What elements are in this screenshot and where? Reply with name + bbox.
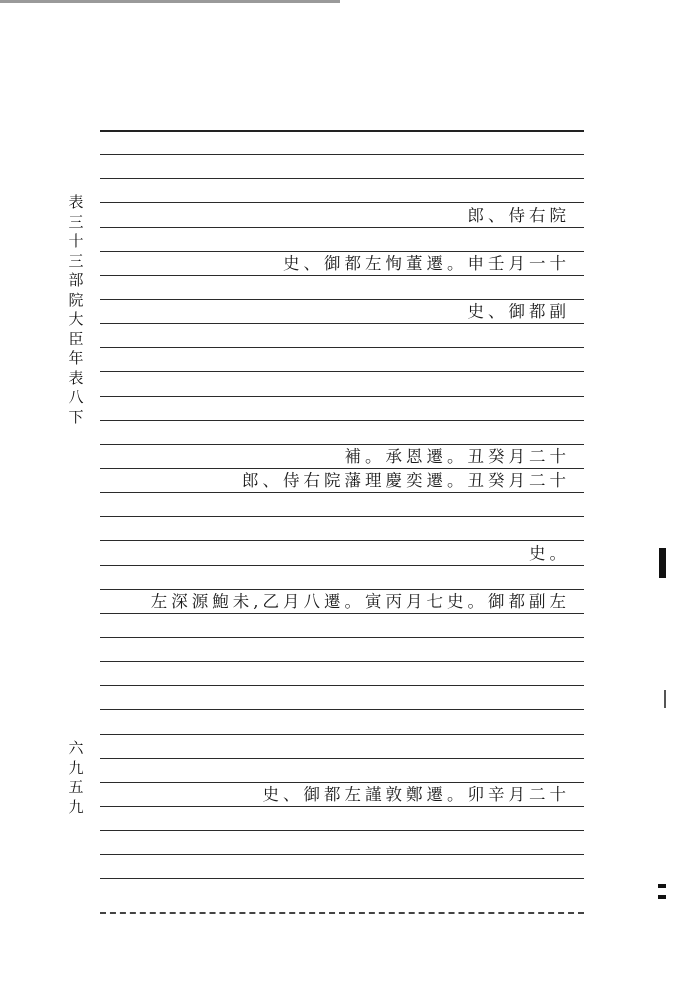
ledger-row <box>100 782 584 806</box>
ledger-row <box>100 178 584 202</box>
margin-title: 表三十三 部院大臣年表八下 <box>68 193 84 426</box>
ledger-row <box>100 492 584 516</box>
ledger-row <box>100 685 584 709</box>
ledger-row <box>100 806 584 830</box>
scan-mark <box>658 884 666 888</box>
ledger-row <box>100 661 584 685</box>
ledger-row <box>100 830 584 854</box>
ledger-row <box>100 878 584 902</box>
ledger-row <box>100 444 584 468</box>
scan-mark <box>659 548 666 578</box>
ledger-entry: 史、御都左謹敦鄭遷。卯辛月二十 <box>262 784 570 804</box>
ledger-row <box>100 589 584 613</box>
ledger-row <box>100 613 584 637</box>
ledger-row <box>100 299 584 323</box>
ledger-row <box>100 323 584 347</box>
ledger-row <box>100 758 584 782</box>
ledger-row <box>100 734 584 758</box>
ledger-entry: 左深源鮑未,乙月八遷。寅丙月七史。御都副左 <box>150 591 570 611</box>
ledger-row <box>100 275 584 299</box>
ledger-row <box>100 251 584 275</box>
ledger-table <box>100 130 584 903</box>
ledger-entry: 郎、侍右院藩理慶奕遷。丑癸月二十 <box>242 471 570 491</box>
ledger-row <box>100 371 584 395</box>
bottom-rule <box>100 912 584 914</box>
page-edge <box>0 0 340 3</box>
ledger-row <box>100 154 584 178</box>
ledger-row <box>100 130 584 154</box>
ledger-row <box>100 396 584 420</box>
ledger-row <box>100 202 584 226</box>
ledger-entry: 補。承恩遷。丑癸月二十 <box>344 446 570 466</box>
ledger-entry: 郎、侍右院 <box>467 205 570 225</box>
ledger-row <box>100 540 584 564</box>
ledger-row <box>100 565 584 589</box>
ledger-entry: 史。 <box>529 543 570 563</box>
ledger-row <box>100 468 584 492</box>
page-number: 六九五九 <box>68 739 84 816</box>
ledger-row <box>100 420 584 444</box>
ledger-row <box>100 347 584 371</box>
ledger-row <box>100 637 584 661</box>
scan-mark <box>658 895 666 899</box>
ledger-row <box>100 854 584 878</box>
ledger-row <box>100 227 584 251</box>
ledger-row <box>100 709 584 733</box>
ledger-entry: 史、御都副 <box>467 302 570 322</box>
ledger-entry: 史、御都左恂董遷。申壬月一十 <box>283 253 570 273</box>
scan-mark <box>664 690 666 708</box>
ledger-row <box>100 516 584 540</box>
